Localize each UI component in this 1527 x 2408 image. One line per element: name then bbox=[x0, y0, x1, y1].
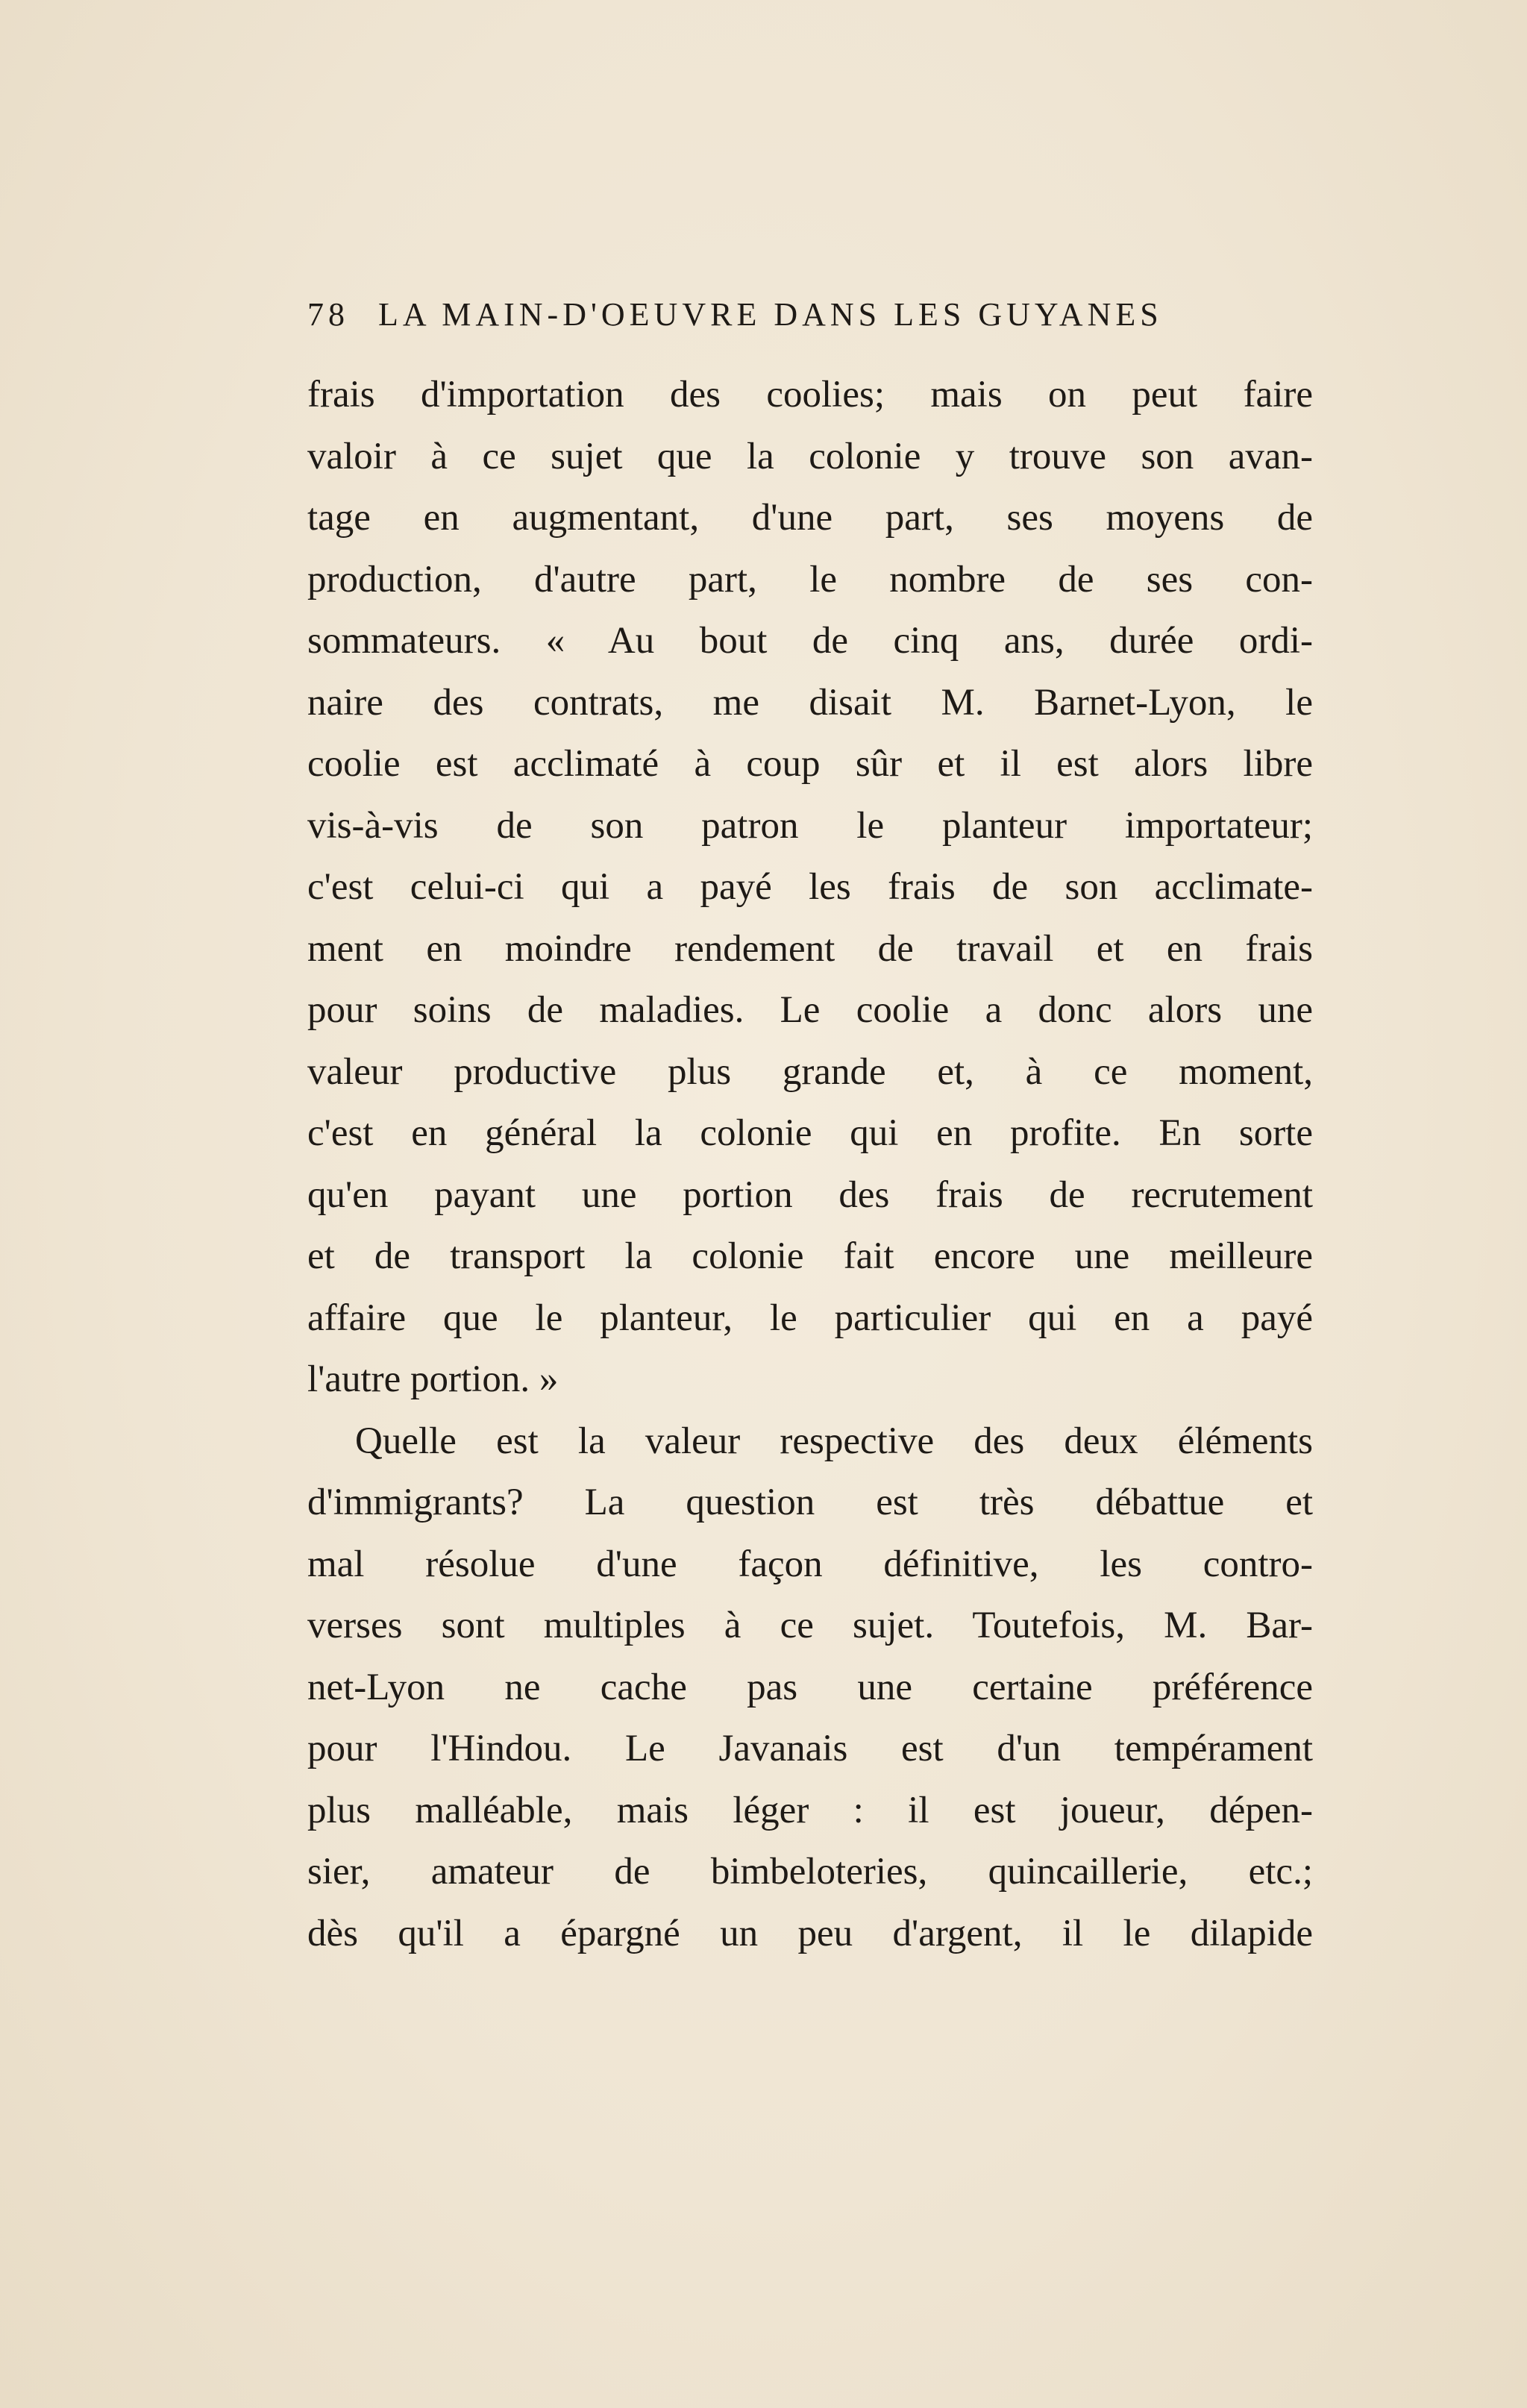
text-line: c'est en général la colonie qui en profite. En sorte bbox=[307, 1112, 1313, 1154]
text-line: sier, amateur de bimbeloteries, quincaillerie, etc.; bbox=[307, 1851, 1313, 1893]
text-line: verses sont multiples à ce sujet. Toutefois, M. Bar- bbox=[307, 1605, 1313, 1646]
text-line: c'est celui-ci qui a payé les frais de son acclimate- bbox=[307, 866, 1313, 908]
text-line: pour l'Hindou. Le Javanais est d'un tempérament bbox=[307, 1728, 1313, 1769]
text-line: naire des contrats, me disait M. Barnet-Lyon, le bbox=[307, 681, 1313, 724]
text-line: tage en augmentant, d'une part, ses moyens de bbox=[307, 497, 1313, 539]
text-line: affaire que le planteur, le particulier qui en a payé bbox=[307, 1297, 1313, 1339]
text-line: dès qu'il a épargné un peu d'argent, il le dilapide bbox=[307, 1912, 1313, 1954]
page-number: 78 bbox=[307, 296, 349, 333]
text-line: vis-à-vis de son patron le planteur importateur; bbox=[307, 804, 1313, 847]
text-line: qu'en payant une portion des frais de recrutement bbox=[307, 1173, 1313, 1216]
text-line: d'immigrants? La question est très débattue et bbox=[307, 1482, 1313, 1523]
body-text bbox=[307, 364, 1313, 1964]
text-line: valeur productive plus grande et, à ce moment, bbox=[307, 1050, 1313, 1093]
text-line: net-Lyon ne cache pas une certaine préférence bbox=[307, 1666, 1313, 1708]
text-line: et de transport la colonie fait encore une meilleure bbox=[307, 1235, 1313, 1277]
text-line: production, d'autre part, le nombre de ses con- bbox=[307, 558, 1313, 601]
text-line: pour soins de maladies. Le coolie a donc alors une bbox=[307, 989, 1313, 1031]
text-line: sommateurs. « Au bout de cinq ans, durée ordi- bbox=[307, 620, 1313, 662]
paragraph-end-line: l'autre portion. » bbox=[307, 1358, 559, 1400]
text-line: ment en moindre rendement de travail et en frais bbox=[307, 927, 1313, 970]
text-line: plus malléable, mais léger : il est joueur, dépen- bbox=[307, 1789, 1313, 1831]
text-line: frais d'importation des coolies; mais on peut faire bbox=[307, 374, 1313, 416]
text-line: mal résolue d'une façon définitive, les contro- bbox=[307, 1543, 1313, 1585]
running-header bbox=[307, 295, 1316, 340]
text-line: valoir à ce sujet que la colonie y trouve son avan- bbox=[307, 435, 1313, 477]
running-title: LA MAIN-D'OEUVRE DANS LES GUYANES bbox=[378, 296, 1163, 333]
paragraph-start-line: Quelle est la valeur respective des deux éléments bbox=[355, 1420, 1313, 1462]
text-line: coolie est acclimaté à coup sûr et il est alors libre bbox=[307, 743, 1313, 785]
